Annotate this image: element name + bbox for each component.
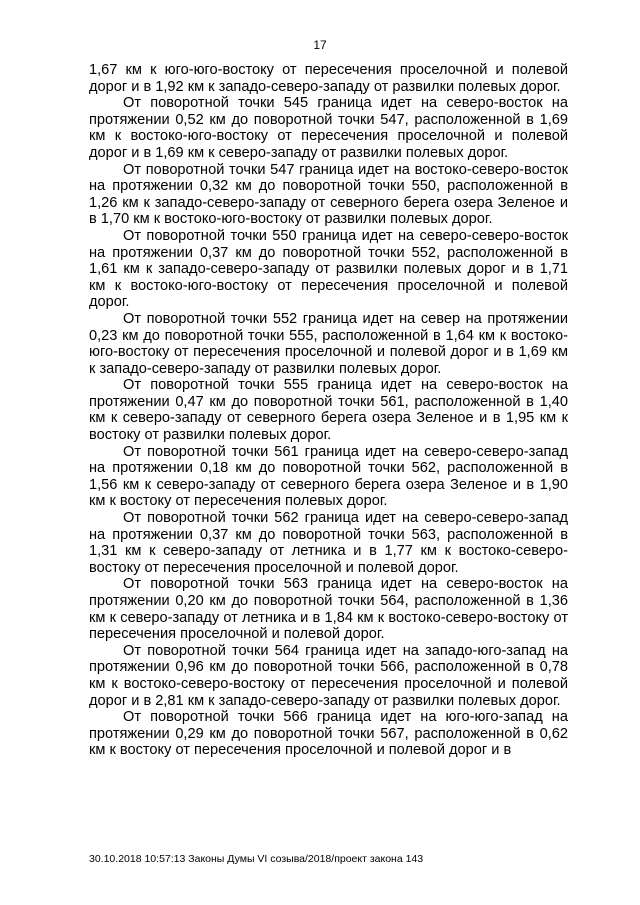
paragraph: От поворотной точки 564 граница идет на западо-юго-запад на протяжении 0,96 км до поворотной точки 566, расположенной в 0,78 км к востоко-северо-востоку от пересечения проселочной и полевой дорог и в 2,81 км к западо-северо-западу от развилки полевых дорог. bbox=[89, 642, 568, 709]
document-body bbox=[89, 62, 568, 759]
paragraph: От поворотной точки 562 граница идет на северо-северо-запад на протяжении 0,37 км до поворотной точки 563, расположенной в 1,31 км к северо-западу от летника и в 1,77 км к востоко-северо-востоку от пересечения проселочной и полевой дорог. bbox=[89, 510, 568, 576]
paragraph: От поворотной точки 545 граница идет на северо-восток на протяжении 0,52 км до поворотной точки 547, расположенной в 1,69 км к востоко-юго-востоку от пересечения проселочной и полевой дорог и в 1,69 км к северо-западу от развилки полевых дорог. bbox=[89, 95, 568, 161]
paragraph: От поворотной точки 547 граница идет на востоко-северо-восток на протяжении 0,32 км до поворотной точки 550, расположенной в 1,26 км к западо-северо-западу от северного берега озера Зеленое и в 1,70 км к востоко-юго-востоку от развилки полевых дорог. bbox=[89, 161, 568, 228]
paragraph: От поворотной точки 566 граница идет на юго-юго-запад на протяжении 0,29 км до поворотной точки 567, расположенной в 0,62 км к востоку от пересечения проселочной и полевой дорог и в bbox=[89, 709, 568, 759]
paragraph: От поворотной точки 550 граница идет на северо-северо-восток на протяжении 0,37 км до поворотной точки 552, расположенной в 1,61 км к западо-северо-западу от развилки полевых дорог и в 1,71 км к востоко-юго-востоку от пересечения проселочной и полевой дорог. bbox=[89, 227, 568, 311]
paragraph: От поворотной точки 552 граница идет на север на протяжении 0,23 км до поворотной точки 555, расположенной в 1,64 км к востоко-юго-востоку от пересечения проселочной и полевой дорог и в 1,69 км к западо-северо-западу от развилки полевых дорог. bbox=[89, 310, 568, 377]
paragraph: От поворотной точки 563 граница идет на северо-восток на протяжении 0,20 км до поворотной точки 564, расположенной в 1,36 км к северо-западу от летника и в 1,84 км к востоко-северо-востоку от пересечения проселочной и полевой дорог. bbox=[89, 576, 568, 643]
document-footer: 30.10.2018 10:57:13 Законы Думы VI созыва/2018/проект закона 143 bbox=[89, 853, 424, 865]
paragraph-continued: 1,67 км к юго-юго-востоку от пересечения проселочной и полевой дорог и в 1,92 км к западо-северо-западу от развилки полевых дорог. bbox=[89, 62, 568, 95]
paragraph: От поворотной точки 561 граница идет на северо-северо-запад на протяжении 0,18 км до поворотной точки 562, расположенной в 1,56 км к северо-западу от северного берега озера Зеленое и в 1,90 км к востоку от пересечения полевых дорог. bbox=[89, 443, 568, 510]
page-number: 17 bbox=[313, 38, 327, 52]
paragraph: От поворотной точки 555 граница идет на северо-восток на протяжении 0,47 км до поворотной точки 561, расположенной в 1,40 км к северо-западу от северного берега озера Зеленое и в 1,95 км к востоку от развилки полевых дорог. bbox=[89, 377, 568, 444]
